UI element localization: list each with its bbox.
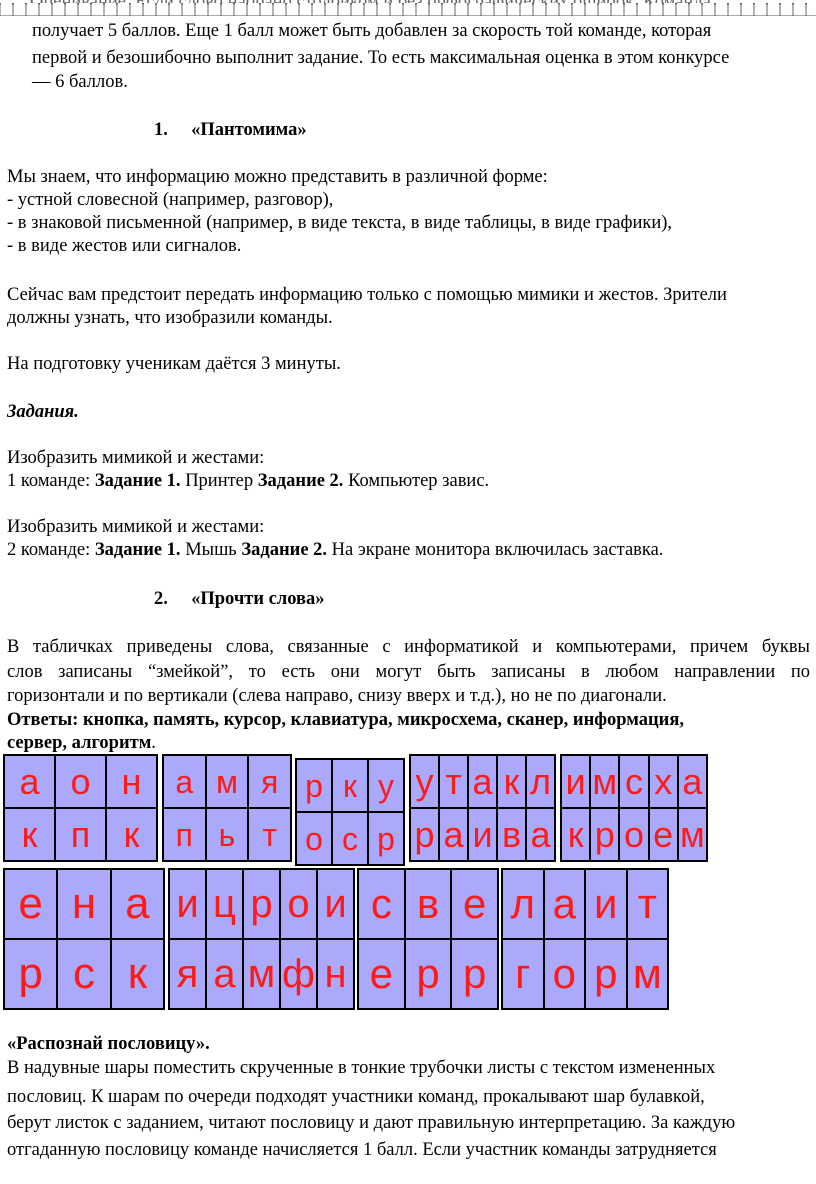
grid-letter-cell: ц	[207, 870, 242, 938]
proverb-line-2: пословиц. К шарам по очереди подходят участники команд, прокалывают шар булавкой,	[7, 1087, 705, 1107]
task-text-line-1: Сейчас вам предстоит передать информацию только с помощью мимики и жестов. Зрители	[7, 285, 727, 305]
letter-grid-8	[357, 868, 499, 1010]
section-heading-read-words	[154, 588, 325, 610]
grid-letter-cell: е	[650, 809, 677, 860]
scoring-line-2: первой и безошибочно выполнит задание. То есть максимальная оценка в этом конкурсе	[32, 48, 730, 68]
bullet-item: - в знаковой письменной (например, в виде текста, в виде таблицы, в виде графики),	[7, 213, 673, 233]
letter-grid-3	[295, 758, 405, 866]
grid-letter-cell: у	[411, 756, 438, 807]
team1-prefix: 1 команде:	[7, 471, 95, 491]
grid-letter-cell: ь	[207, 809, 248, 860]
letter-grid-1	[3, 754, 158, 862]
grid-letter-cell: о	[545, 940, 585, 1008]
grid-letter-cell: а	[527, 809, 554, 860]
answers-line-2-tail: .	[151, 733, 156, 753]
team1-task1-label: Задание 1.	[94, 471, 181, 491]
grid-letter-cell: р	[586, 940, 626, 1008]
grid-letter-cell: е	[5, 870, 56, 938]
grid-letter-cell: е	[359, 940, 404, 1008]
intro-line: Мы знаем, что информацию можно представить в различной форме:	[7, 167, 548, 187]
grid-letter-cell: о	[620, 809, 647, 860]
grid-letter-cell: а	[112, 870, 163, 938]
grid-letter-cell: в	[498, 809, 525, 860]
grid-letter-cell: и	[586, 870, 626, 938]
grid-letter-cell: п	[56, 809, 105, 860]
grid-letter-cell: о	[281, 870, 316, 938]
grid-letter-cell: у	[369, 760, 403, 811]
section-number: 2.	[154, 589, 168, 609]
letter-grid-5	[560, 754, 708, 862]
letter-grid-9	[501, 868, 669, 1010]
scoring-line-1: получает 5 баллов. Еще 1 балл может быть добавлен за скорость той команде, которая	[32, 21, 712, 41]
grid-letter-cell: н	[107, 756, 156, 807]
grid-letter-cell: с	[620, 756, 647, 807]
section-title: «Прочти слова»	[191, 589, 325, 609]
grid-letter-cell: к	[562, 809, 589, 860]
grid-letter-cell: а	[207, 940, 242, 1008]
tasks-heading: Задания.	[7, 402, 79, 422]
grid-letter-cell: и	[318, 870, 353, 938]
letter-grid-4	[409, 754, 556, 862]
grid-letter-cell: я	[170, 940, 205, 1008]
grid-letter-cell: и	[562, 756, 589, 807]
bullet-item: - устной словесной (например, разговор),	[7, 190, 334, 210]
grid-letter-cell: т	[628, 870, 668, 938]
grid-letter-cell: а	[440, 809, 467, 860]
grid-letter-cell: к	[5, 809, 54, 860]
grid-letter-cell: а	[679, 756, 706, 807]
team2-task1-label: Задание 1.	[94, 540, 181, 560]
grid-letter-cell: к	[112, 940, 163, 1008]
grid-letter-cell: л	[527, 756, 554, 807]
grid-letter-cell: р	[369, 813, 403, 864]
team2-lead: Изобразить мимикой и жестами:	[7, 517, 265, 537]
letter-grid-6	[3, 868, 165, 1010]
grid-letter-cell: ф	[281, 940, 316, 1008]
grid-letter-cell: р	[5, 940, 56, 1008]
grid-letter-cell: х	[650, 756, 677, 807]
section-number: 1.	[154, 120, 168, 140]
words-para-line-3: горизонтали и по вертикали (слева направо, снизу вверх и т.д.), но не по диагонали.	[7, 686, 667, 706]
grid-letter-cell: о	[56, 756, 105, 807]
grid-letter-cell: м	[679, 809, 706, 860]
answers-line-2	[7, 732, 156, 754]
team1-task2-label: Задание 2.	[257, 471, 344, 491]
grid-letter-cell: а	[164, 756, 205, 807]
grid-letter-cell: р	[452, 940, 497, 1008]
proverb-line-4: отгаданную пословицу команде начисляется 1 балл. Если участник команды затрудняется	[7, 1140, 717, 1160]
grid-letter-cell: с	[359, 870, 404, 938]
grid-letter-cell: р	[411, 809, 438, 860]
grid-letter-cell: н	[58, 870, 109, 938]
proverb-heading: «Распознай пословицу».	[7, 1034, 210, 1054]
scoring-line-3: — 6 баллов.	[32, 72, 128, 92]
prep-time-line: На подготовку ученикам даётся 3 минуты.	[7, 354, 341, 374]
torn-page-edge	[0, 0, 816, 16]
task-text-line-2: должны узнать, что изобразили команды.	[7, 308, 333, 328]
words-para-line-2: слов записаны “змейкой”, то есть они могут быть записаны в любом направлении по	[7, 662, 810, 682]
grid-letter-cell: с	[333, 813, 367, 864]
grid-letter-cell: л	[503, 870, 543, 938]
grid-letter-cell: р	[244, 870, 279, 938]
grid-letter-cell: и	[469, 809, 496, 860]
answers-line-2-bold: сервер, алгоритм	[7, 733, 152, 753]
proverb-line-3: берут листок с заданием, читают пословицу и дают правильную интерпретацию. За каждую	[7, 1113, 736, 1133]
scallop-edge-graphic	[0, 0, 816, 16]
grid-letter-cell: п	[164, 809, 205, 860]
grid-letter-cell: м	[628, 940, 668, 1008]
section-title: «Пантомима»	[191, 120, 307, 140]
grid-letter-cell: а	[545, 870, 585, 938]
grid-letter-cell: м	[244, 940, 279, 1008]
grid-letter-cell: н	[318, 940, 353, 1008]
grid-letter-cell: о	[297, 813, 331, 864]
team1-task2-text: Компьютер завис.	[343, 471, 490, 491]
grid-letter-cell: а	[5, 756, 54, 807]
grid-letter-cell: р	[406, 940, 451, 1008]
grid-letter-cell: г	[503, 940, 543, 1008]
team2-task2-text: На экране монитора включилась заставка.	[327, 540, 664, 560]
letter-grid-7	[168, 868, 355, 1010]
team2-prefix: 2 команде:	[7, 540, 95, 560]
grid-letter-cell: м	[207, 756, 248, 807]
grid-letter-cell: и	[170, 870, 205, 938]
bullet-item: - в виде жестов или сигналов.	[7, 236, 242, 256]
grid-letter-cell: а	[469, 756, 496, 807]
letter-grid-2	[162, 754, 292, 862]
team1-tasks	[7, 470, 489, 492]
grid-letter-cell: к	[333, 760, 367, 811]
grid-letter-cell: р	[591, 809, 618, 860]
grid-letter-cell: в	[406, 870, 451, 938]
grid-letter-cell: с	[58, 940, 109, 1008]
team1-task1-text: Принтер	[180, 471, 258, 491]
grid-letter-cell: м	[591, 756, 618, 807]
grid-letter-cell: я	[249, 756, 290, 807]
team2-task1-text: Мышь	[180, 540, 242, 560]
grid-letter-cell: к	[498, 756, 525, 807]
team1-lead: Изобразить мимикой и жестами:	[7, 448, 265, 468]
team2-task2-label: Задание 2.	[241, 540, 328, 560]
grid-letter-cell: к	[107, 809, 156, 860]
team2-tasks	[7, 539, 663, 561]
grid-letter-cell: т	[440, 756, 467, 807]
grid-letter-cell: т	[249, 809, 290, 860]
section-heading-pantomime	[154, 119, 307, 141]
words-para-line-1: В табличках приведены слова, связанные с информатикой и компьютерами, причем буквы	[7, 637, 810, 657]
proverb-line-1: В надувные шары поместить скрученные в тонкие трубочки листы с текстом измененных	[7, 1058, 716, 1078]
grid-letter-cell: р	[297, 760, 331, 811]
answers-line-1: Ответы: кнопка, память, курсор, клавиатура, микросхема, сканер, информация,	[7, 710, 684, 730]
grid-letter-cell: е	[452, 870, 497, 938]
